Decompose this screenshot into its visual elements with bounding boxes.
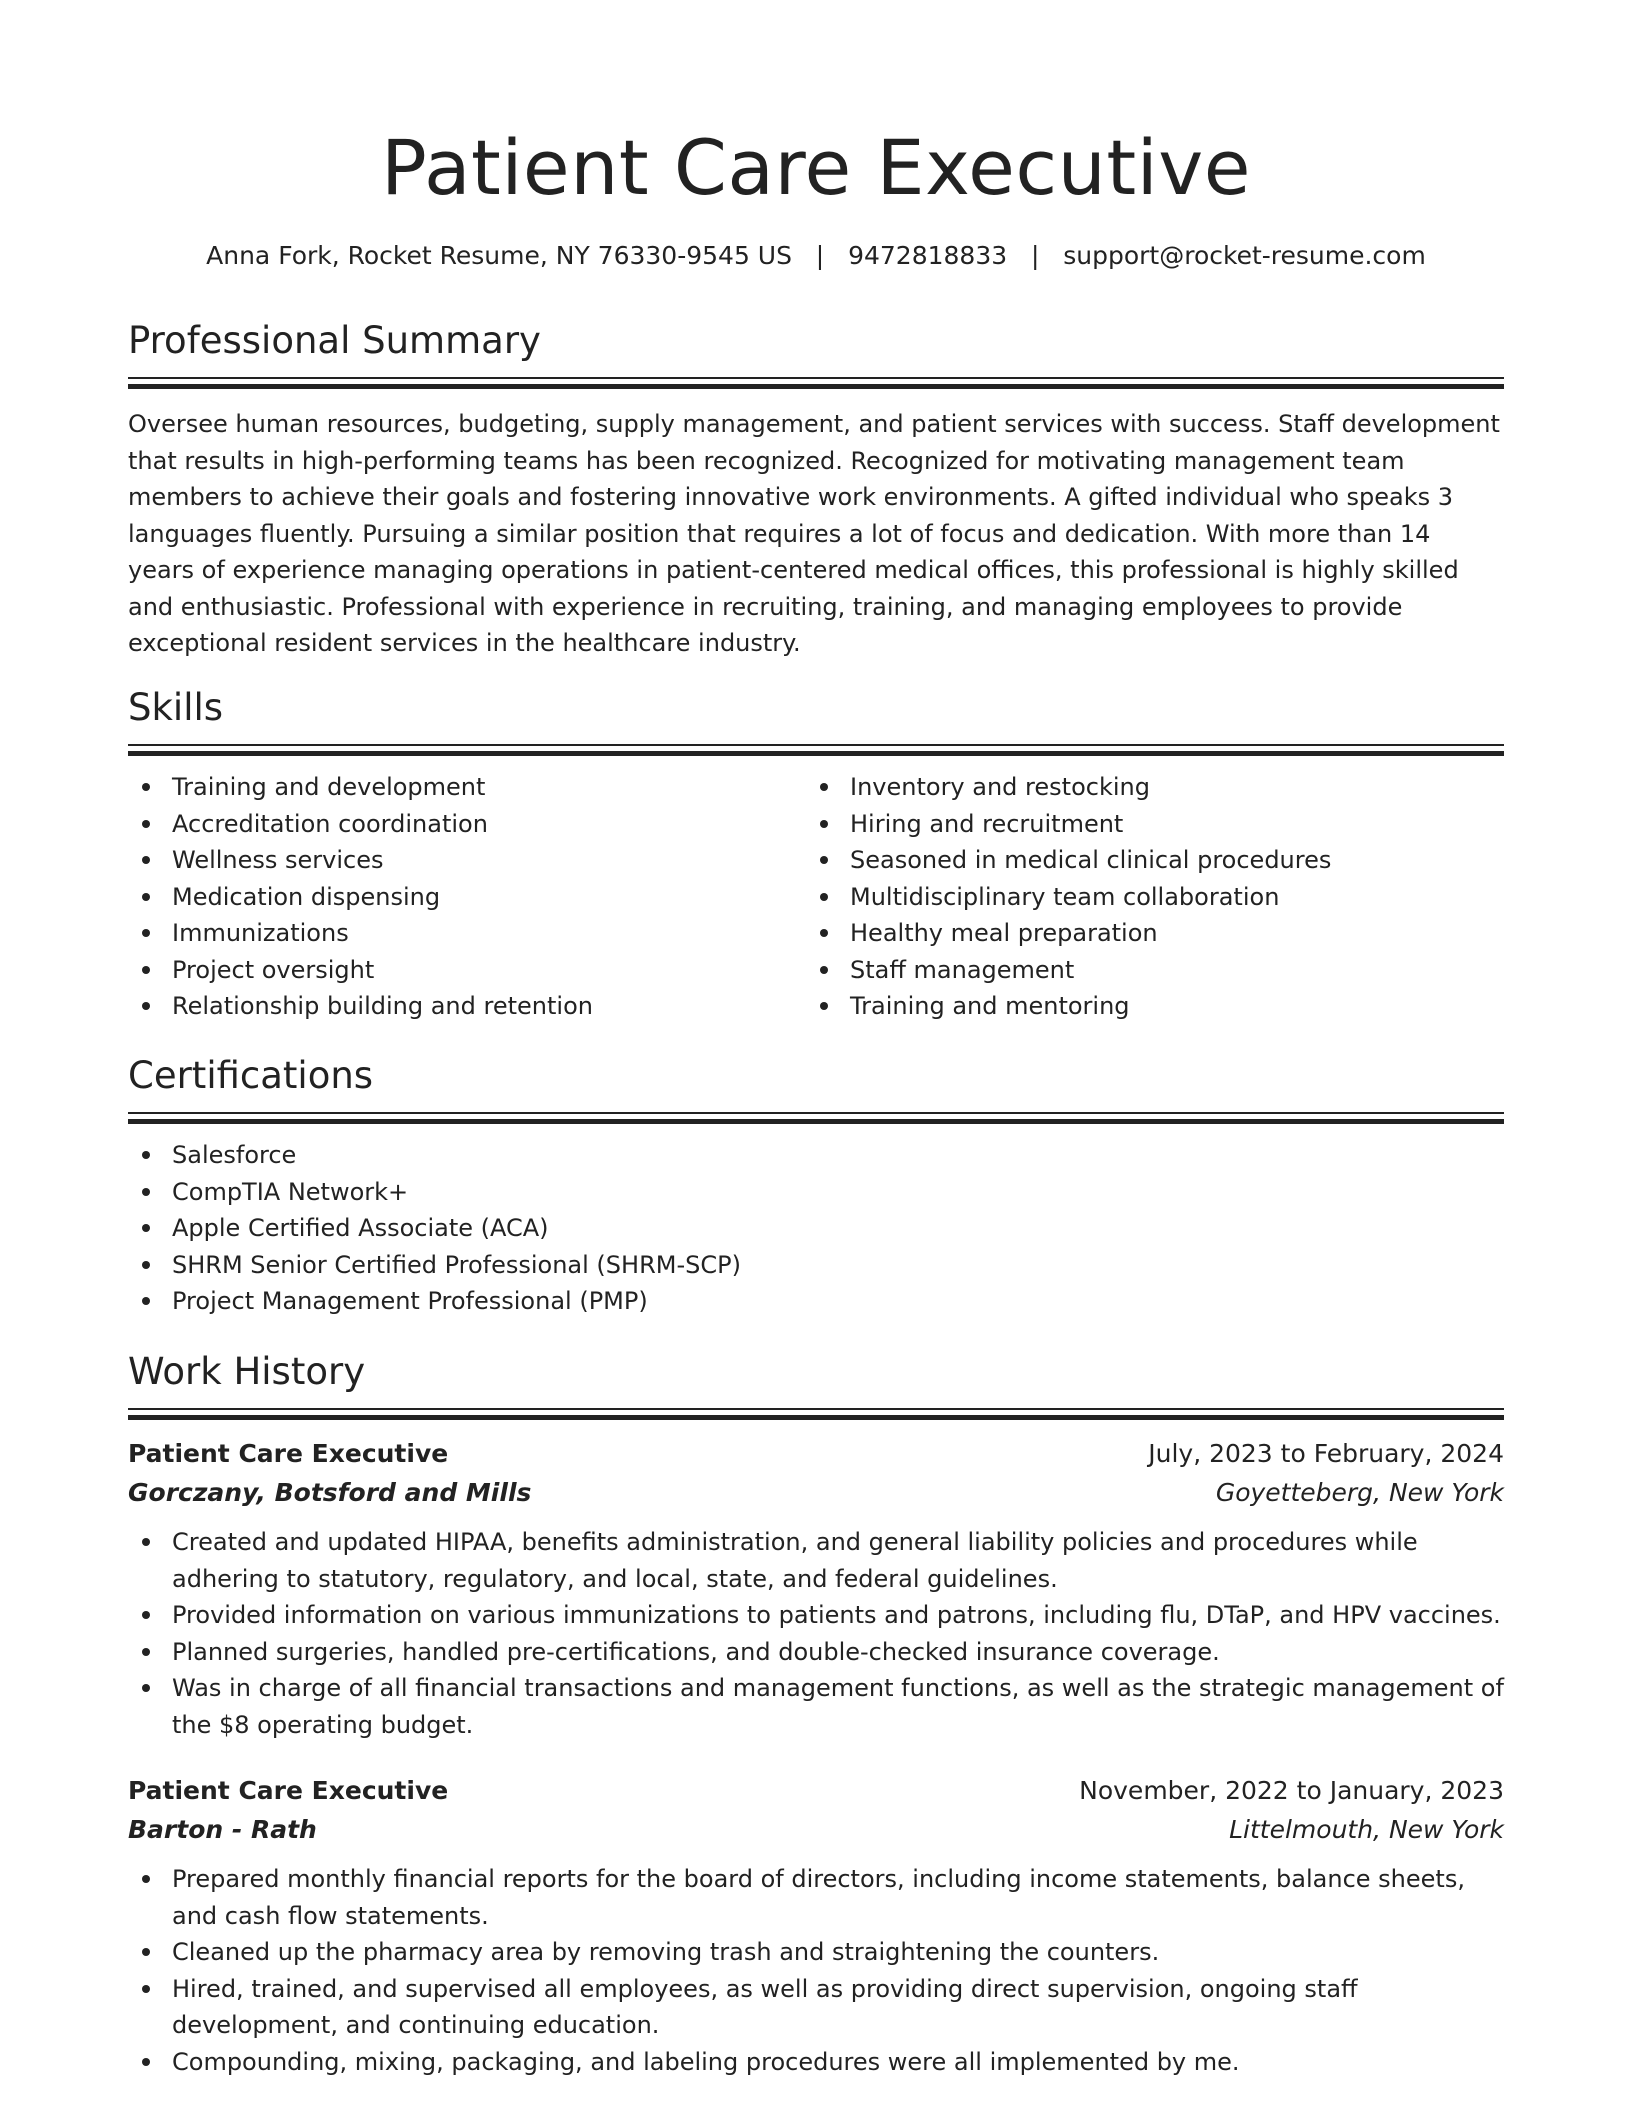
job-header-row [128, 1771, 1504, 1810]
skills-list-right [806, 769, 1484, 1025]
certification-item: Apple Certified Associate (ACA) [172, 1210, 1504, 1247]
job-entry [128, 1771, 1504, 2080]
job-bullet: Created and updated HIPAA, benefits administration, and general liability policies and procedures while adhering to statutory, regulatory, and local, state, and federal guidelines. [172, 1524, 1504, 1597]
skill-item: Medication dispensing [172, 879, 806, 916]
skill-item: Project oversight [172, 952, 806, 989]
contact-line: Anna Fork, Rocket Resume, NY 76330-9545 US | 9472818833 | support@rocket-resume.com [206, 241, 1426, 270]
job-entry [128, 1434, 1504, 1743]
job-company: Gorczany, Botsford and Mills [128, 1478, 532, 1507]
skill-item: Inventory and restocking [850, 769, 1484, 806]
certifications-list [128, 1137, 1504, 1320]
skill-item: Staff management [850, 952, 1484, 989]
skills-list-left [128, 769, 806, 1025]
job-bullet: Provided information on various immunizations to patients and patrons, including flu, DTaP, and HPV vaccines. [172, 1597, 1504, 1634]
summary-text: Oversee human resources, budgeting, supply management, and patient services with success. Staff development that results in high-performing teams has been recognized. Recognized for motivating management team members to achieve their goals and fostering innovative work environments. A gifted individual who speaks 3 languages fluently. Pursuing a similar position that requires a lot of focus and dedication. With more than 14 years of experience managing operations in patient-centered medical offices, this professional is highly skilled and enthusiastic. Professional with experience in recruiting, training, and managing employees to provide exceptional resident services in the healthcare industry. [128, 410, 1500, 657]
section-divider [128, 377, 1504, 389]
job-bullet: Prepared monthly financial reports for the board of directors, including income statements, balance sheets, and cash flow statements. [172, 1861, 1504, 1934]
certifications-heading: Certifications [128, 1054, 374, 1097]
section-divider [128, 744, 1504, 756]
skills-columns [128, 769, 1504, 1025]
job-title: Patient Care Executive [128, 1439, 449, 1468]
job-bullet: Cleaned up the pharmacy area by removing trash and straightening the counters. [172, 1934, 1504, 1971]
skill-item: Training and mentoring [850, 988, 1484, 1025]
job-dates: July, 2023 to February, 2024 [1148, 1439, 1504, 1468]
job-bullet: Compounding, mixing, packaging, and labeling procedures were all implemented by me. [172, 2044, 1504, 2081]
job-location: Goyetteberg, New York [1215, 1478, 1504, 1507]
job-company: Barton - Rath [128, 1815, 317, 1844]
job-bullets [128, 1524, 1504, 1743]
work-history-heading: Work History [128, 1350, 366, 1393]
skills-heading: Skills [128, 686, 224, 729]
summary-section [128, 316, 1504, 662]
job-title: Patient Care Executive [128, 1776, 449, 1805]
resume-title: Patient Care Executive [381, 123, 1251, 212]
certifications-section [128, 1051, 1504, 1320]
job-location: Littelmouth, New York [1229, 1815, 1504, 1844]
skill-item: Immunizations [172, 915, 806, 952]
job-bullet: Planned surgeries, handled pre-certifications, and double-checked insurance coverage. [172, 1634, 1504, 1671]
certification-item: SHRM Senior Certified Professional (SHRM-SCP) [172, 1247, 1504, 1284]
job-header-row [128, 1434, 1504, 1473]
section-divider [128, 1112, 1504, 1124]
job-bullets [128, 1861, 1504, 2080]
work-history-section [128, 1347, 1504, 2080]
job-bullet: Hired, trained, and supervised all employees, as well as providing direct supervision, ongoing staff development, and continuing education. [172, 1971, 1504, 2044]
job-bullet: Was in charge of all financial transactions and management functions, as well as the strategic management of the $8 operating budget. [172, 1670, 1504, 1743]
summary-heading: Professional Summary [128, 319, 541, 362]
skill-item: Multidisciplinary team collaboration [850, 879, 1484, 916]
certification-item: CompTIA Network+ [172, 1174, 1504, 1211]
certification-item: Project Management Professional (PMP) [172, 1283, 1504, 1320]
skill-item: Relationship building and retention [172, 988, 806, 1025]
skill-item: Training and development [172, 769, 806, 806]
skill-item: Seasoned in medical clinical procedures [850, 842, 1484, 879]
skills-section [128, 683, 1504, 1025]
skill-item: Healthy meal preparation [850, 915, 1484, 952]
skill-item: Hiring and recruitment [850, 806, 1484, 843]
job-company-row [128, 1810, 1504, 1849]
certification-item: Salesforce [172, 1137, 1504, 1174]
job-company-row [128, 1473, 1504, 1512]
section-divider [128, 1408, 1504, 1420]
skill-item: Accreditation coordination [172, 806, 806, 843]
job-dates: November, 2022 to January, 2023 [1079, 1776, 1504, 1805]
skill-item: Wellness services [172, 842, 806, 879]
